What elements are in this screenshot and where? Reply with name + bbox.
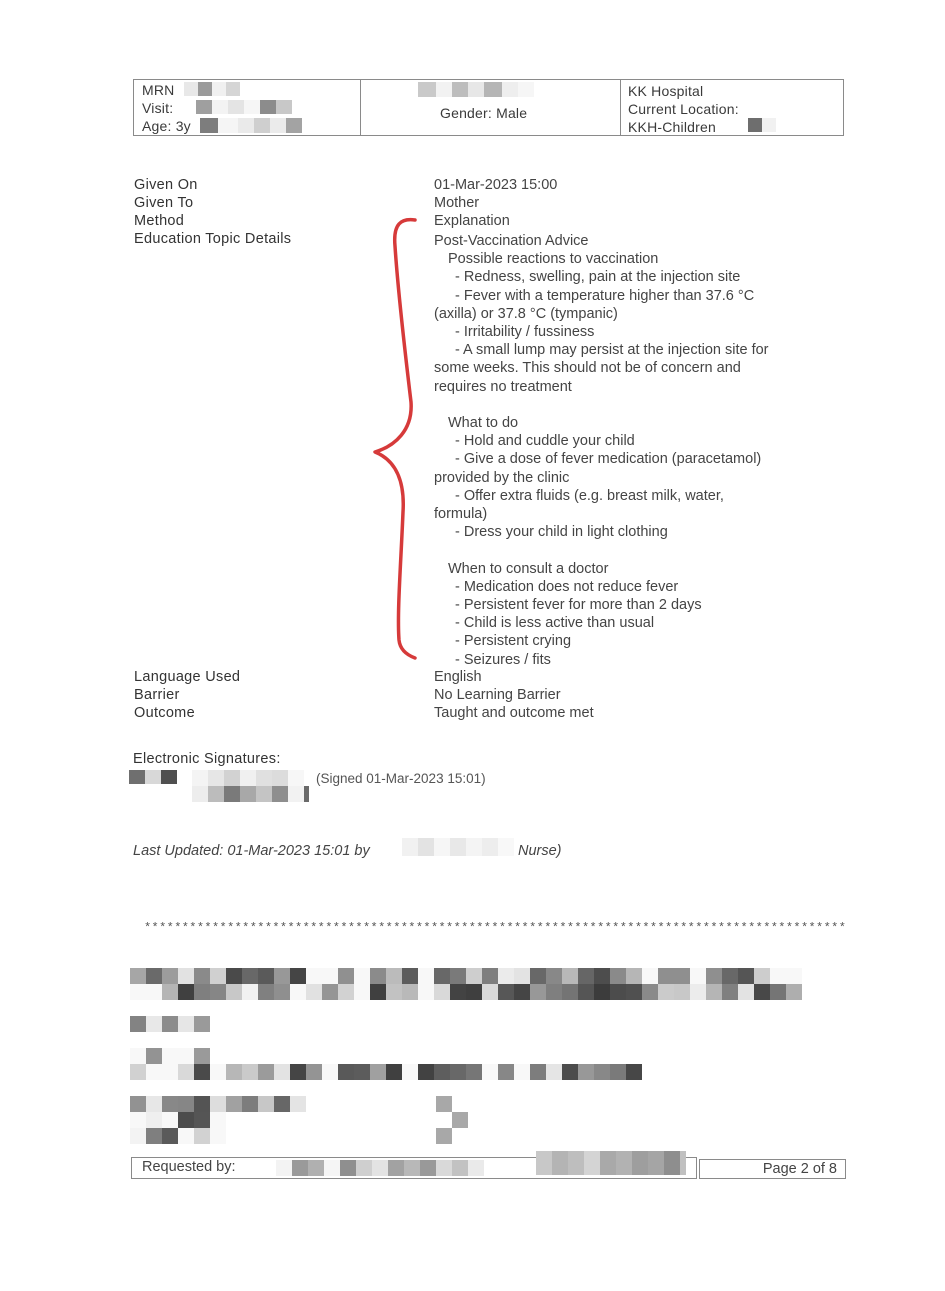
redaction-pixel <box>210 1096 226 1112</box>
redaction-pixel <box>482 984 498 1000</box>
redaction-pixel <box>306 1064 322 1080</box>
redaction-pixel <box>210 984 226 1000</box>
redaction-pixel <box>546 984 562 1000</box>
redaction-pixel <box>146 1048 162 1064</box>
reaction-item: - Redness, swelling, pain at the injection site <box>455 269 741 286</box>
redaction-pixel <box>690 968 706 984</box>
reaction-item-continued: requires no treatment <box>434 378 572 395</box>
redaction-pixel <box>162 1096 178 1112</box>
redaction-pixel <box>162 984 178 1000</box>
redaction-pixel <box>578 1064 594 1080</box>
redaction-pixel <box>610 968 626 984</box>
redaction-pixel <box>130 1128 146 1144</box>
redaction-pixel <box>178 1016 194 1032</box>
redaction-pixel <box>226 1096 242 1112</box>
redaction-pixel <box>290 968 306 984</box>
redaction-pixel <box>290 1096 306 1112</box>
redaction-pixel <box>258 984 274 1000</box>
mrn-label: MRN <box>142 82 175 98</box>
redaction-pixel <box>130 1016 146 1032</box>
redaction-pixel <box>258 968 274 984</box>
redaction-pixel <box>274 1064 290 1080</box>
todo-item: - Dress your child in light clothing <box>455 524 668 541</box>
redaction-pixel <box>210 968 226 984</box>
education-topic-label: Education Topic Details <box>134 231 292 247</box>
given-on-value: 01-Mar-2023 15:00 <box>434 177 558 193</box>
patient-id-cell <box>134 80 361 135</box>
redaction-pixel <box>322 968 338 984</box>
page-number-box <box>699 1159 846 1179</box>
redaction-pixel <box>738 984 754 1000</box>
given-to-value: Mother <box>434 195 480 211</box>
redaction-pixel <box>210 1112 226 1128</box>
education-title: Post-Vaccination Advice <box>434 233 589 249</box>
page-footer <box>131 1157 846 1181</box>
redaction-pixel <box>370 968 386 984</box>
redaction-pixel <box>130 984 146 1000</box>
redaction-pixel <box>514 984 530 1000</box>
consult-item: - Medication does not reduce fever <box>455 578 679 595</box>
todo-item: - Give a dose of fever medication (paracetamol) <box>455 451 762 468</box>
redaction-pixel <box>674 984 690 1000</box>
redaction-pixel <box>450 968 466 984</box>
redaction-pixel <box>306 984 322 1000</box>
redaction-pixel <box>498 1064 514 1080</box>
redaction-pixel <box>658 968 674 984</box>
redaction-pixel <box>354 1064 370 1080</box>
redaction-pixel <box>674 968 690 984</box>
redaction-pixel <box>482 968 498 984</box>
redaction-pixel <box>498 984 514 1000</box>
reactions-heading: Possible reactions to vaccination <box>448 251 659 268</box>
given-on-label: Given On <box>134 177 198 193</box>
redaction-pixel <box>194 984 210 1000</box>
gender-text: Gender: Male <box>440 105 528 121</box>
redaction-pixel <box>594 968 610 984</box>
redaction-pixel <box>690 984 706 1000</box>
consult-item: - Persistent crying <box>455 633 572 650</box>
redaction-pixel <box>530 984 546 1000</box>
redaction-pixel <box>418 1064 434 1080</box>
redaction-pixel <box>146 968 162 984</box>
redaction-pixel <box>242 1096 258 1112</box>
redacted-visit <box>196 100 292 114</box>
redaction-pixel <box>466 1064 482 1080</box>
redaction-pixel <box>274 984 290 1000</box>
redaction-pixel <box>338 984 354 1000</box>
redaction-pixel <box>770 984 786 1000</box>
red-brace-annotation <box>365 212 425 664</box>
redaction-pixel <box>258 1096 274 1112</box>
redaction-pixel <box>546 1064 562 1080</box>
reaction-item-continued: (axilla) or 37.8 °C (tympanic) <box>434 305 618 322</box>
redaction-pixel <box>226 968 242 984</box>
redacted-requester <box>276 1160 484 1176</box>
redaction-pixel <box>386 968 402 984</box>
redaction-pixel <box>386 984 402 1000</box>
todo-item: - Hold and cuddle your child <box>455 433 635 450</box>
redaction-pixel <box>226 984 242 1000</box>
redaction-pixel <box>290 1064 306 1080</box>
redaction-pixel <box>162 1128 178 1144</box>
redaction-pixel <box>498 968 514 984</box>
redaction-pixel <box>226 1064 242 1080</box>
redaction-pixel <box>178 1048 194 1064</box>
requested-by-label: Requested by: <box>142 1159 236 1175</box>
redaction-pixel <box>722 968 738 984</box>
redaction-pixel <box>194 1128 210 1144</box>
redaction-pixel <box>754 984 770 1000</box>
redaction-pixel <box>146 1096 162 1112</box>
redaction-pixel <box>658 984 674 1000</box>
signed-timestamp: (Signed 01-Mar-2023 15:01) <box>316 771 486 786</box>
redaction-pixel <box>370 984 386 1000</box>
redaction-pixel <box>626 968 642 984</box>
redaction-pixel <box>322 1064 338 1080</box>
redaction-pixel <box>290 984 306 1000</box>
redaction-pixel <box>130 1048 146 1064</box>
education-topic-details <box>434 232 814 669</box>
redaction-pixel <box>594 1064 610 1080</box>
barrier-value: No Learning Barrier <box>434 687 561 703</box>
redaction-pixel <box>130 968 146 984</box>
redaction-pixel <box>354 984 370 1000</box>
redaction-pixel <box>146 1112 162 1128</box>
redaction-pixel <box>594 984 610 1000</box>
redaction-pixel <box>274 1096 290 1112</box>
redaction-pixel <box>610 1064 626 1080</box>
redaction-pixel <box>530 1064 546 1080</box>
redaction-pixel <box>194 1048 210 1064</box>
consult-item: - Child is less active than usual <box>455 615 655 632</box>
redaction-pixel <box>562 1064 578 1080</box>
redaction-pixel <box>178 1064 194 1080</box>
redaction-pixel <box>162 1064 178 1080</box>
redaction-pixel <box>178 984 194 1000</box>
redaction-pixel <box>322 984 338 1000</box>
what-to-do-heading: What to do <box>448 415 519 432</box>
redaction-pixel <box>466 968 482 984</box>
redaction-pixel <box>242 984 258 1000</box>
asterisk-separator: ********************************************************************************************* <box>144 921 847 935</box>
redaction-pixel <box>626 984 642 1000</box>
outcome-label: Outcome <box>134 705 195 721</box>
redaction-pixel <box>562 968 578 984</box>
barrier-label: Barrier <box>134 687 180 703</box>
redaction-pixel <box>402 984 418 1000</box>
redaction-pixel <box>194 1016 210 1032</box>
visit-label: Visit: <box>142 100 174 116</box>
redaction-pixel <box>466 984 482 1000</box>
page-number: Page 2 of 8 <box>762 1161 837 1177</box>
current-location-value: KKH-Children <box>628 119 716 135</box>
reaction-item-continued: some weeks. This should not be of concern and <box>434 360 741 377</box>
redaction-pixel <box>338 968 354 984</box>
redaction-pixel <box>146 984 162 1000</box>
redaction-pixel <box>642 968 658 984</box>
redaction-pixel <box>162 968 178 984</box>
redaction-pixel <box>514 968 530 984</box>
consult-doctor-heading: When to consult a doctor <box>448 560 609 577</box>
redaction-pixel <box>434 968 450 984</box>
redaction-pixel <box>178 1112 194 1128</box>
redaction-pixel <box>436 1096 452 1112</box>
redaction-pixel <box>578 968 594 984</box>
redaction-pixel <box>258 1064 274 1080</box>
redaction-pixel <box>610 984 626 1000</box>
outcome-value: Taught and outcome met <box>434 705 594 721</box>
redaction-pixel <box>338 1064 354 1080</box>
redacted-requester-extra <box>536 1151 686 1175</box>
redaction-pixel <box>306 968 322 984</box>
redaction-pixel <box>770 968 786 984</box>
redaction-pixel <box>418 968 434 984</box>
redaction-pixel <box>210 1128 226 1144</box>
redacted-updater-name <box>402 838 514 856</box>
redaction-pixel <box>546 968 562 984</box>
todo-item-continued: formula) <box>434 506 488 523</box>
reaction-item: - A small lump may persist at the injection site for <box>455 342 769 359</box>
consult-item: - Seizures / fits <box>455 651 551 668</box>
reaction-item: - Irritability / fussiness <box>455 324 595 341</box>
todo-item-continued: provided by the clinic <box>434 469 570 486</box>
redaction-pixel <box>754 968 770 984</box>
redaction-pixel <box>452 1112 468 1128</box>
redaction-pixel <box>386 1064 402 1080</box>
hospital-cell <box>620 80 843 135</box>
redacted-signer-initial <box>129 770 177 784</box>
updater-role: Nurse) <box>518 843 562 859</box>
last-updated: Last Updated: 01-Mar-2023 15:01 by <box>133 843 370 859</box>
redaction-pixel <box>130 1112 146 1128</box>
redacted-location <box>748 118 776 132</box>
redaction-pixel <box>194 1064 210 1080</box>
redaction-pixel <box>162 1016 178 1032</box>
language-label: Language Used <box>134 669 241 685</box>
redaction-pixel <box>146 1128 162 1144</box>
method-label: Method <box>134 213 185 229</box>
redaction-pixel <box>642 984 658 1000</box>
redaction-pixel <box>178 1096 194 1112</box>
redaction-pixel <box>450 1064 466 1080</box>
redaction-pixel <box>434 1064 450 1080</box>
redaction-pixel <box>436 1128 452 1144</box>
redaction-pixel <box>482 1064 498 1080</box>
redaction-pixel <box>146 1016 162 1032</box>
redacted-mrn <box>184 82 240 96</box>
redaction-pixel <box>354 968 370 984</box>
redacted-signer-name-bottom <box>192 786 309 802</box>
redaction-pixel <box>130 1096 146 1112</box>
current-location-label: Current Location: <box>628 101 739 117</box>
redaction-pixel <box>530 968 546 984</box>
consult-item: - Persistent fever for more than 2 days <box>455 597 702 614</box>
redaction-pixel <box>242 1064 258 1080</box>
patient-header <box>133 79 844 136</box>
redaction-pixel <box>562 984 578 1000</box>
redaction-pixel <box>786 984 802 1000</box>
redaction-pixel <box>786 968 802 984</box>
redaction-pixel <box>130 1064 146 1080</box>
redaction-pixel <box>162 1112 178 1128</box>
redaction-pixel <box>178 968 194 984</box>
redaction-pixel <box>738 968 754 984</box>
hospital-name: KK Hospital <box>628 83 704 99</box>
redacted-name <box>418 82 534 97</box>
redaction-pixel <box>194 1096 210 1112</box>
redaction-pixel <box>210 1064 226 1080</box>
language-value: English <box>434 669 482 685</box>
redaction-pixel <box>242 968 258 984</box>
redaction-pixel <box>274 968 290 984</box>
redaction-pixel <box>146 1064 162 1080</box>
redaction-pixel <box>706 968 722 984</box>
electronic-signatures-title: Electronic Signatures: <box>133 751 281 767</box>
given-to-label: Given To <box>134 195 194 211</box>
redacted-section <box>130 950 810 1150</box>
patient-name-cell <box>360 80 621 135</box>
redaction-pixel <box>418 984 434 1000</box>
redaction-pixel <box>450 984 466 1000</box>
redaction-pixel <box>722 984 738 1000</box>
redaction-pixel <box>514 1064 530 1080</box>
age-label: Age: 3y <box>142 118 191 134</box>
redaction-pixel <box>578 984 594 1000</box>
redaction-pixel <box>194 968 210 984</box>
redacted-signer-name-top <box>192 770 304 786</box>
redaction-pixel <box>434 984 450 1000</box>
redaction-pixel <box>370 1064 386 1080</box>
redaction-pixel <box>402 968 418 984</box>
todo-item: - Offer extra fluids (e.g. breast milk, water, <box>455 487 724 504</box>
method-value: Explanation <box>434 213 510 229</box>
reaction-item: - Fever with a temperature higher than 37.6 °C <box>455 287 755 304</box>
redaction-pixel <box>626 1064 642 1080</box>
redaction-pixel <box>706 984 722 1000</box>
redaction-pixel <box>402 1064 418 1080</box>
redaction-pixel <box>178 1128 194 1144</box>
redaction-pixel <box>194 1112 210 1128</box>
redacted-age <box>200 118 302 133</box>
redaction-pixel <box>162 1048 178 1064</box>
